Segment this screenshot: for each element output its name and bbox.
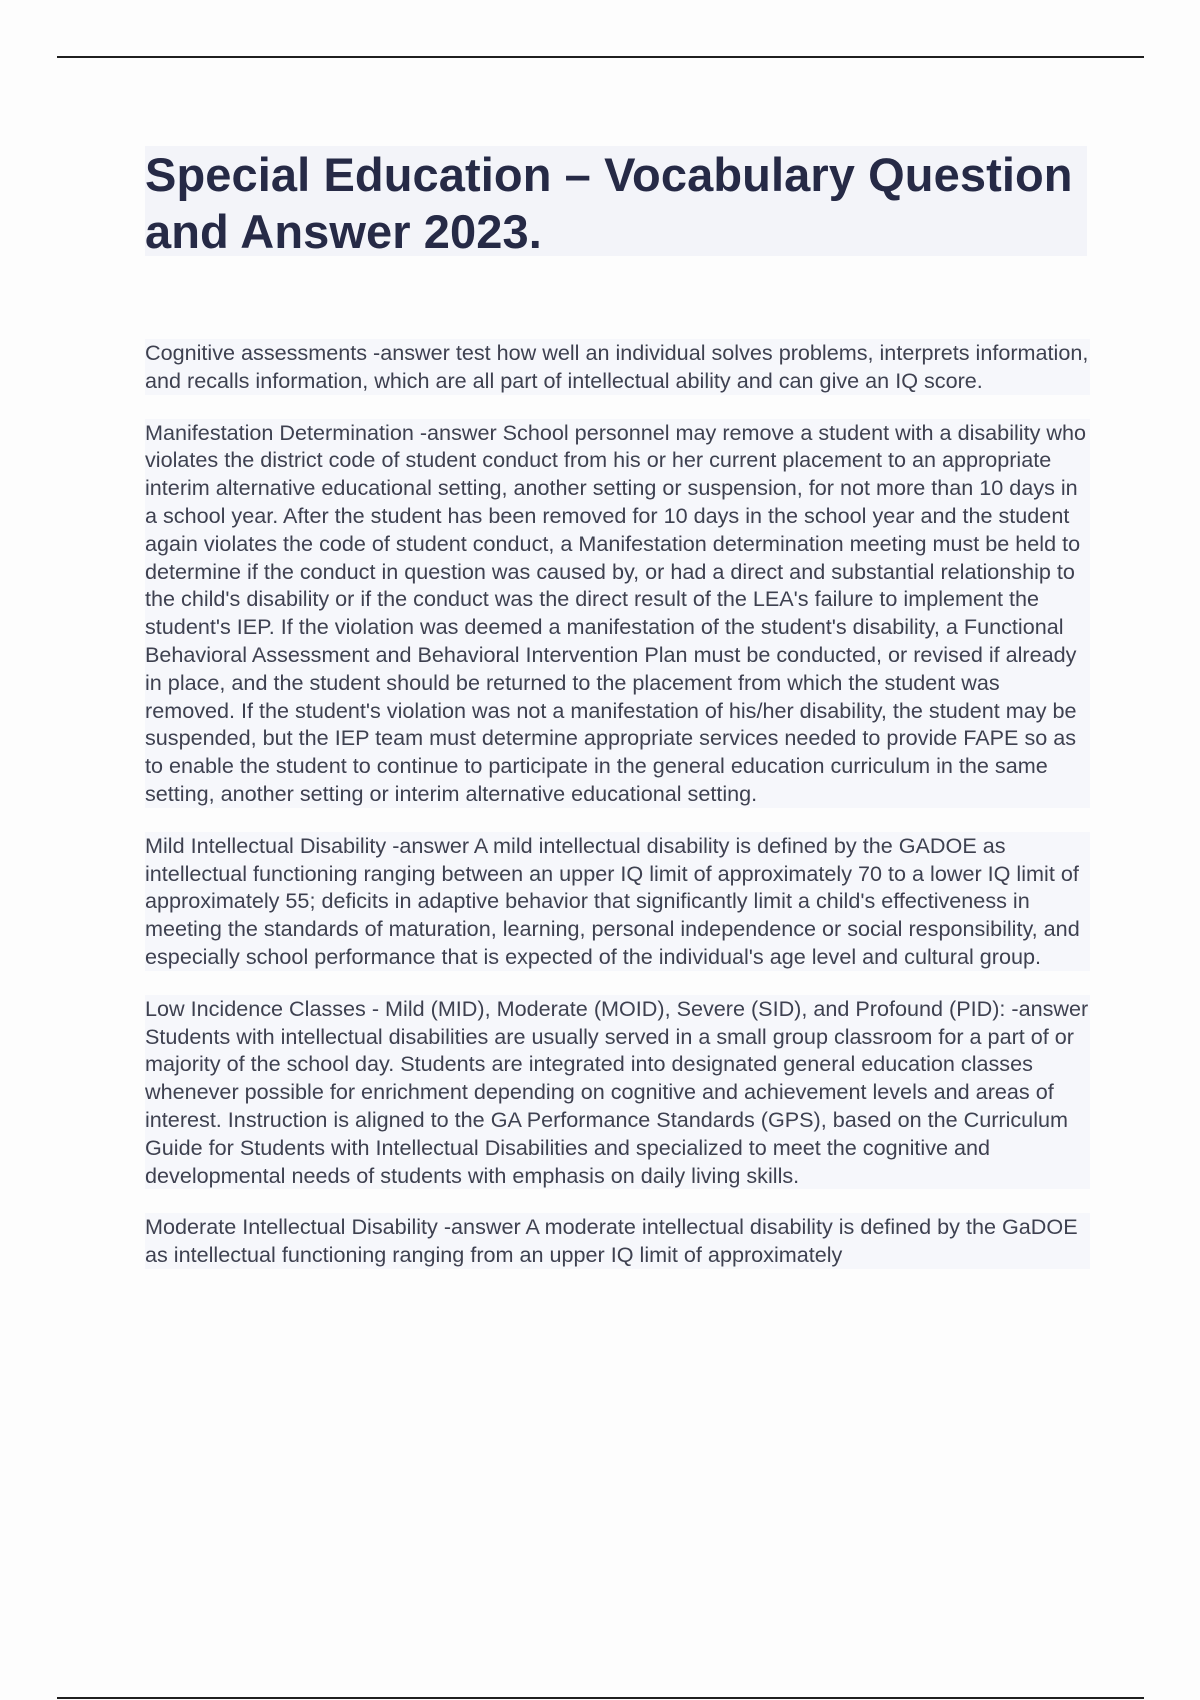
document-title: Special Education – Vocabulary Question and Answer 2023.: [145, 148, 1073, 258]
title-block: [145, 146, 1087, 256]
entry-manifestation-determination: Manifestation Determination -answer School personnel may remove a student with a disability who violates the district code of student conduct from his or her current placement to an appropriate interim alternative educational setting, another setting or suspension, for not more than 10 days in a school year. After the student has been removed for 10 days in the school year and the student again violates the code of student conduct, a Manifestation determination meeting must be held to determine if the conduct in question was caused by, or had a direct and substantial relationship to the child's disability or if the conduct was the direct result of the LEA's failure to implement the student's IEP. If the violation was deemed a manifestation of the student's disability, a Functional Behavioral Assessment and Behavioral Intervention Plan must be conducted, or revised if already in place, and the student should be returned to the placement from which the student was removed. If the student's violation was not a manifestation of his/her disability, the student may be suspended, but the IEP team must determine appropriate services needed to provide FAPE so as to enable the student to continue to participate in the general education curriculum in the same setting, another setting or interim alternative educational setting.: [145, 419, 1090, 808]
entry-cognitive-assessments: Cognitive assessments -answer test how well an individual solves problems, interprets information, and recalls information, which are all part of intellectual ability and can give an IQ score.: [145, 340, 1089, 393]
entry-low-incidence-classes: Low Incidence Classes - Mild (MID), Moderate (MOID), Severe (SID), and Profound (PID): -answer Students with intellectual disabilities are usually served in a small group classroom for a part of or majority of the school day. Students are integrated into designated general education classes whenever possible for enrichment depending on cognitive and achievement levels and areas of interest. Instruction is aligned to the GA Performance Standards (GPS), based on the Curriculum Guide for Students with Intellectual Disabilities and specialized to meet the cognitive and developmental needs of students with emphasis on daily living skills.: [145, 995, 1089, 1188]
bottom-divider: [57, 1697, 1144, 1699]
top-divider: [57, 56, 1144, 58]
entry-mild-intellectual-disability: Mild Intellectual Disability -answer A mild intellectual disability is defined by the GADOE as intellectual functioning ranging between an upper IQ limit of approximately 70 to a lower IQ limit of approximately 55; deficits in adaptive behavior that significantly limit a child's effectiveness in meeting the standards of maturation, learning, personal independence or social responsibility, and especially school performance that is expected of the individual's age level and cultural group.: [145, 832, 1090, 971]
document-body: [145, 339, 1090, 1269]
entry-moderate-intellectual-disability: Moderate Intellectual Disability -answer A moderate intellectual disability is defined by the GaDOE as intellectual functioning ranging from an upper IQ limit of approximately: [145, 1213, 1090, 1269]
